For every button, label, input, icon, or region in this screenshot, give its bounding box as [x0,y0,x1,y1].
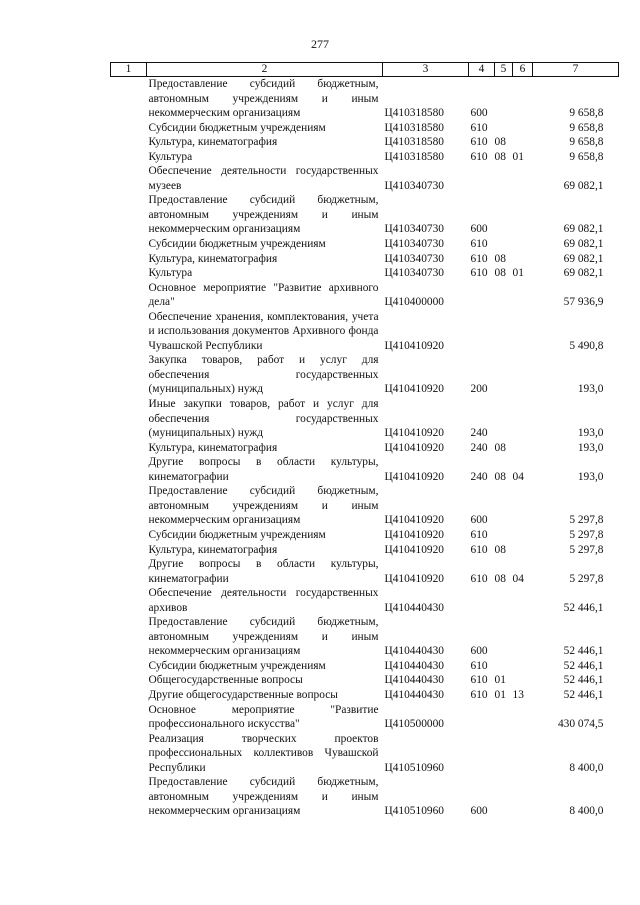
row-target-code: Ц410440430 [384,645,444,658]
row-expense-type: 610 [470,543,488,556]
row-number-cell [111,528,147,543]
row-name: Культура [148,150,193,163]
row-subsection [513,252,533,267]
table-body [111,77,619,819]
row-subsection: 04 [512,470,524,483]
row-number-cell [111,193,147,237]
row-name: Основное мероприятие "Развитие профессионального искусства" [148,703,379,731]
header-col-7: 7 [533,63,619,77]
row-amount: 5 297,8 [569,572,604,585]
row-subsection [513,164,533,193]
table-row [111,164,619,193]
row-amount: 193,0 [577,470,604,483]
row-subsection [513,673,533,688]
row-expense-type: 610 [470,572,488,585]
header-col-4: 4 [469,63,495,77]
table-row [111,281,619,310]
row-section [495,353,513,397]
row-expense-type: 610 [470,150,488,163]
row-expense-type: 610 [470,121,488,134]
row-target-code: Ц410440430 [384,688,444,701]
row-number-cell [111,615,147,659]
row-name: Предоставление субсидий бюджетным, автономным учреждениям и иным некоммерческим организациям [148,776,379,818]
row-name: Обеспечение хранения, комплектования, учета и использования документов Архивного фонда Чувашской Республики [148,310,379,352]
row-subsection [513,77,533,121]
row-number-cell [111,164,147,193]
table-row [111,775,619,819]
row-expense-type: 610 [470,528,488,541]
row-section: 08 [494,136,506,149]
table-row [111,615,619,659]
row-target-code: Ц410318580 [384,136,444,149]
row-expense-type [469,703,495,732]
row-target-code: Ц410500000 [384,718,444,731]
row-name: Предоставление субсидий бюджетным, автономным учреждениям и иным некоммерческим организациям [148,78,379,120]
row-number-cell [111,441,147,456]
row-subsection [513,353,533,397]
row-number-cell [111,266,147,281]
row-subsection [513,732,533,776]
row-subsection [513,543,533,558]
row-number-cell [111,237,147,252]
row-subsection [513,659,533,674]
table-row [111,484,619,528]
table-row [111,310,619,354]
row-expense-type: 240 [470,427,488,440]
row-amount: 9 658,8 [569,107,604,120]
row-section [495,310,513,354]
row-expense-type [469,164,495,193]
row-target-code: Ц410318580 [384,107,444,120]
row-subsection: 01 [512,150,524,163]
row-section [495,528,513,543]
row-name: Другие вопросы в области культуры, кинематографии [148,558,379,585]
row-amount: 193,0 [577,383,604,396]
row-number-cell [111,688,147,703]
page-number: 277 [311,37,329,51]
row-expense-type: 600 [470,645,488,658]
row-subsection: 04 [512,572,524,585]
row-section [495,237,513,252]
row-subsection [513,441,533,456]
table-row [111,135,619,150]
row-amount: 52 446,1 [563,659,604,672]
budget-table [110,62,619,819]
row-name: Другие общегосударственные вопросы [148,688,338,701]
row-section: 08 [494,470,506,483]
row-target-code: Ц410340730 [384,223,444,236]
row-section: 08 [494,252,506,265]
row-expense-type: 610 [470,267,488,280]
header-col-2: 2 [147,63,383,77]
row-expense-type [469,310,495,354]
row-name: Предоставление субсидий бюджетным, автономным учреждениям и иным некоммерческим организациям [148,616,379,658]
row-section: 08 [494,441,506,454]
row-subsection [513,397,533,441]
row-amount: 69 082,1 [563,238,604,251]
row-amount: 52 446,1 [563,601,604,614]
row-number-cell [111,455,147,484]
row-name: Обеспечение деятельности государственных музеев [148,165,379,192]
row-target-code: Ц410410920 [384,441,444,454]
row-section [495,775,513,819]
row-section [495,586,513,615]
row-target-code: Ц410440430 [384,601,444,614]
row-target-code: Ц410340730 [384,238,444,251]
table-row [111,528,619,543]
row-subsection [513,528,533,543]
row-amount: 5 297,8 [569,528,604,541]
row-number-cell [111,121,147,136]
row-name: Субсидии бюджетным учреждениям [148,528,326,541]
table-row [111,688,619,703]
row-expense-type: 240 [470,441,488,454]
table-row [111,121,619,136]
row-amount: 52 446,1 [563,674,604,687]
row-number-cell [111,281,147,310]
row-name: Другие вопросы в области культуры, кинематографии [148,456,379,483]
row-subsection [513,310,533,354]
row-amount: 69 082,1 [563,223,604,236]
row-name: Субсидии бюджетным учреждениям [148,659,326,672]
row-subsection [513,121,533,136]
table-header-row [111,63,619,77]
row-section [495,281,513,310]
row-expense-type: 200 [470,383,488,396]
row-section: 01 [494,688,506,701]
row-name: Субсидии бюджетным учреждениям [148,238,326,251]
row-expense-type: 610 [470,136,488,149]
row-target-code: Ц410400000 [384,296,444,309]
row-name: Предоставление субсидий бюджетным, автономным учреждениям и иным некоммерческим организациям [148,485,379,527]
row-number-cell [111,252,147,267]
table-row [111,397,619,441]
row-number-cell [111,310,147,354]
row-target-code: Ц410318580 [384,121,444,134]
row-subsection [513,135,533,150]
row-name: Культура, кинематография [148,252,278,265]
row-subsection [513,586,533,615]
table-row [111,252,619,267]
row-expense-type: 600 [470,805,488,818]
row-number-cell [111,673,147,688]
row-target-code: Ц410510960 [384,761,444,774]
row-section [495,164,513,193]
row-section: 08 [494,267,506,280]
row-target-code: Ц410410920 [384,514,444,527]
row-target-code: Ц410410920 [384,427,444,440]
table-row [111,353,619,397]
row-name: Субсидии бюджетным учреждениям [148,121,326,134]
row-expense-type: 610 [470,238,488,251]
row-target-code: Ц410440430 [384,674,444,687]
row-section [495,121,513,136]
row-target-code: Ц410410920 [384,383,444,396]
row-number-cell [111,557,147,586]
row-target-code: Ц410340730 [384,179,444,192]
row-name: Основное мероприятие "Развитие архивного дела" [148,281,379,309]
row-name: Обеспечение деятельности государственных архивов [148,587,379,614]
row-subsection [513,237,533,252]
header-col-1: 1 [111,63,147,77]
table-row [111,703,619,732]
row-name: Закупка товаров, работ и услуг для обеспечения государственных (муниципальных) нужд [148,354,379,396]
row-amount: 69 082,1 [563,267,604,280]
table-row [111,659,619,674]
table-row [111,150,619,165]
row-section: 08 [494,543,506,556]
table-row [111,77,619,121]
table-row [111,586,619,615]
row-amount: 9 658,8 [569,150,604,163]
row-expense-type: 600 [470,223,488,236]
table-row [111,557,619,586]
row-target-code: Ц410340730 [384,267,444,280]
row-number-cell [111,732,147,776]
row-subsection [513,484,533,528]
row-amount: 193,0 [577,427,604,440]
row-section [495,703,513,732]
row-name: Реализация творческих проектов профессиональных коллективов Чувашской Республики [148,732,379,774]
row-amount: 430 074,5 [557,718,604,731]
row-number-cell [111,150,147,165]
row-name: Культура, кинематография [148,136,278,149]
row-section: 08 [494,150,506,163]
row-name: Предоставление субсидий бюджетным, автономным учреждениям и иным некоммерческим организациям [148,194,379,236]
row-section [495,484,513,528]
row-number-cell [111,775,147,819]
row-amount: 69 082,1 [563,179,604,192]
row-section [495,659,513,674]
row-target-code: Ц410410920 [384,339,444,352]
row-amount: 52 446,1 [563,645,604,658]
row-number-cell [111,586,147,615]
row-expense-type [469,586,495,615]
row-target-code: Ц410340730 [384,252,444,265]
row-amount: 69 082,1 [563,252,604,265]
row-expense-type: 610 [470,688,488,701]
row-name: Иные закупки товаров, работ и услуг для обеспечения государственных (муниципальных) нужд [148,398,379,440]
row-expense-type: 600 [470,514,488,527]
header-col-3: 3 [383,63,469,77]
row-target-code: Ц410410920 [384,572,444,585]
row-amount: 9 658,8 [569,136,604,149]
row-expense-type [469,732,495,776]
row-section [495,732,513,776]
row-amount: 8 400,0 [569,805,604,818]
row-section [495,193,513,237]
row-name: Культура [148,267,193,280]
table-row [111,441,619,456]
row-subsection [513,703,533,732]
row-expense-type: 610 [470,674,488,687]
table-row [111,237,619,252]
row-target-code: Ц410510960 [384,805,444,818]
table-row [111,455,619,484]
row-subsection [513,281,533,310]
row-amount: 193,0 [577,441,604,454]
row-section [495,397,513,441]
row-number-cell [111,135,147,150]
row-section: 08 [494,572,506,585]
row-expense-type: 610 [470,659,488,672]
row-expense-type: 600 [470,107,488,120]
table-row [111,193,619,237]
row-amount: 8 400,0 [569,761,604,774]
row-target-code: Ц410440430 [384,659,444,672]
header-col-5: 5 [495,63,513,77]
row-target-code: Ц410410920 [384,528,444,541]
row-subsection [513,615,533,659]
row-target-code: Ц410410920 [384,543,444,556]
row-section [495,615,513,659]
row-subsection: 13 [512,688,524,701]
row-number-cell [111,659,147,674]
row-amount: 9 658,8 [569,121,604,134]
row-target-code: Ц410410920 [384,470,444,483]
row-name: Общегосударственные вопросы [148,674,303,687]
row-subsection: 01 [512,267,524,280]
row-expense-type [469,281,495,310]
row-number-cell [111,703,147,732]
row-name: Культура, кинематография [148,441,278,454]
row-amount: 52 446,1 [563,688,604,701]
row-expense-type: 610 [470,252,488,265]
row-subsection [513,775,533,819]
table-row [111,266,619,281]
row-amount: 57 936,9 [563,296,604,309]
row-section [495,77,513,121]
row-subsection [513,193,533,237]
row-amount: 5 297,8 [569,543,604,556]
row-number-cell [111,77,147,121]
table-row [111,673,619,688]
row-number-cell [111,353,147,397]
row-target-code: Ц410318580 [384,150,444,163]
row-number-cell [111,543,147,558]
row-number-cell [111,397,147,441]
row-section: 01 [494,674,506,687]
row-amount: 5 297,8 [569,514,604,527]
row-amount: 5 490,8 [569,339,604,352]
table-row [111,543,619,558]
row-expense-type: 240 [470,470,488,483]
header-col-6: 6 [513,63,533,77]
table-row [111,732,619,776]
row-number-cell [111,484,147,528]
row-name: Культура, кинематография [148,543,278,556]
